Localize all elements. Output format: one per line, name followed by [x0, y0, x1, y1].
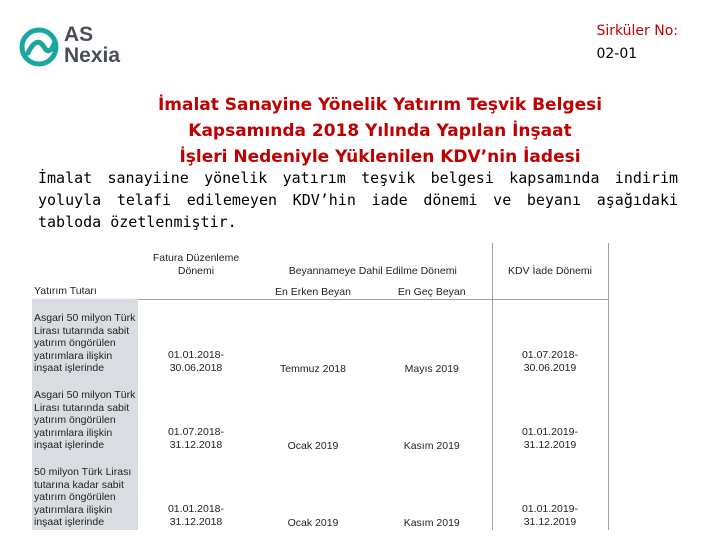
circular-number: 02-01: [596, 46, 638, 62]
refund-start: 01.01.2019-: [521, 426, 579, 438]
table-row: [32, 299, 608, 376]
row-invoice-period: [138, 299, 254, 376]
row-invoice-period: [138, 376, 254, 453]
invoice-start: 01.07.2018-: [167, 426, 225, 438]
row-investment: Asgari 50 milyon Türk Lirası tutarında sabit yatırım öngörülen yatırımlara ilişkin inşaat işlerinde: [32, 299, 138, 376]
row-invoice-period: [138, 453, 254, 530]
row-refund-period: [492, 376, 608, 453]
invoice-start: 01.01.2018-: [167, 503, 225, 515]
invoice-end: 31.12.2018: [169, 516, 223, 528]
title-line-2: Kapsamında 2018 Yılında Yapılan İnşaat: [188, 121, 572, 141]
circular-label: Sirküler No:: [596, 23, 678, 39]
invoice-end: 30.06.2018: [169, 362, 223, 374]
row-earliest: Ocak 2019: [287, 440, 339, 452]
intro-paragraph: İmalat sanayiine yönelik yatırım teşvik belgesi kapsamında indirim yoluyla telafi edilemeyen KDV’hin iade dönemi ve beyanı aşağıdaki tabloda özetlenmiştir.: [38, 169, 678, 231]
logo-line-2: Nexia: [64, 44, 121, 67]
header-declaration-period: Beyannameye Dahil Edilme Dönemi: [288, 265, 457, 277]
table-row: [32, 453, 608, 530]
header-investment: Yatırım Tutarı: [32, 243, 138, 299]
header-refund-period: KDV İade Dönemi: [492, 243, 608, 279]
refund-period-table: [32, 243, 609, 530]
table-row: [32, 376, 608, 453]
document-title: [90, 92, 670, 170]
row-earliest: Temmuz 2018: [280, 363, 346, 375]
table-header-row-1: [32, 243, 608, 279]
refund-end: 30.06.2019: [523, 362, 577, 374]
logo-line-1: AS: [64, 23, 94, 46]
row-earliest: Ocak 2019: [287, 517, 339, 529]
logo-wordmark: [64, 24, 120, 66]
title-line-3: İşleri Nedeniyle Yüklenilen KDV’nin İadesi: [179, 147, 581, 167]
row-latest: Mayıs 2019: [404, 363, 459, 375]
nexia-knot-icon: [18, 26, 60, 68]
refund-end: 31.12.2019: [523, 439, 577, 451]
refund-start: 01.07.2018-: [521, 349, 579, 361]
row-investment: 50 milyon Türk Lirası tutarına kadar sabit yatırım öngörülen yatırımlara ilişkin inşaat işlerinde: [32, 453, 138, 530]
header-invoice-spacer: [138, 279, 254, 299]
as-nexia-logo: [18, 24, 130, 70]
header-latest: En Geç Beyan: [372, 279, 492, 299]
header-refund-spacer: [492, 279, 608, 299]
circular-number-block: [596, 20, 678, 66]
header-earliest: En Erken Beyan: [254, 279, 372, 299]
row-refund-period: [492, 299, 608, 376]
row-investment: Asgari 50 milyon Türk Lirası tutarında sabit yatırım öngörülen yatırımlara ilişkin inşaat işlerinde: [32, 376, 138, 453]
refund-end: 31.12.2019: [523, 516, 577, 528]
title-line-1: İmalat Sanayine Yönelik Yatırım Teşvik Belgesi: [157, 95, 603, 115]
refund-start: 01.01.2019-: [521, 503, 579, 515]
invoice-end: 31.12.2018: [169, 439, 223, 451]
row-latest: Kasım 2019: [403, 440, 460, 452]
header-invoice-period: Fatura Düzenleme Dönemi: [152, 252, 240, 277]
invoice-start: 01.01.2018-: [167, 349, 225, 361]
row-latest: Kasım 2019: [403, 517, 460, 529]
row-refund-period: [492, 453, 608, 530]
